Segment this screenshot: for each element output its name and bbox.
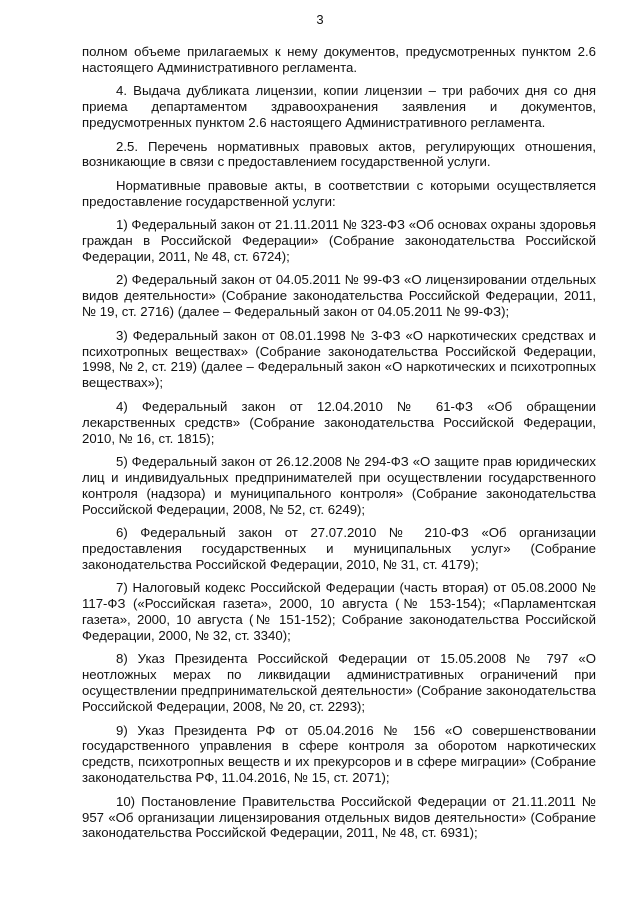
paragraph-section-2-5: 2.5. Перечень нормативных правовых актов, регулирующих отношения, возникающие в связи с предоставлением государственной услуги. [82, 138, 596, 170]
paragraph-normative-acts-intro: Нормативные правовые акты, в соответствии с которыми осуществляется предоставление государственной услуги: [82, 177, 596, 209]
list-item-act-10: 10) Постановление Правительства Российской Федерации от 21.11.2011 № 957 «Об организации лицензирования отдельных видов деятельности» (Собрание законодательства Российской Федерации, 2011, № 48, ст. 6931); [82, 793, 596, 841]
list-item-act-2: 2) Федеральный закон от 04.05.2011 № 99-ФЗ «О лицензировании отдельных видов деятельности» (Собрание законодательства Российской Федерации, 2011, № 19, ст. 2716) (далее – Федеральный закон от 04.05.2011 № 99-ФЗ); [82, 272, 596, 320]
list-item-act-3: 3) Федеральный закон от 08.01.1998 № 3-ФЗ «О наркотических средствах и психотропных веществах» (Собрание законодательства Российской Федерации, 1998, № 2, ст. 219) (далее – Федеральный закон «О наркотических и психотропных веществах»); [82, 327, 596, 391]
list-item-act-6: 6) Федеральный закон от 27.07.2010 № 210-ФЗ «Об организации предоставления государственных и муниципальных услуг» (Собрание законодательства Российской Федерации, 2010, № 31, ст. 4179); [82, 525, 596, 572]
paragraph-continuation: полном объеме прилагаемых к нему документов, предусмотренных пунктом 2.6 настоящего Административного регламента. [82, 44, 596, 75]
list-item-act-5: 5) Федеральный закон от 26.12.2008 № 294-ФЗ «О защите прав юридических лиц и индивидуальных предпринимателей при осуществлении государственного контроля (надзора) и муниципального контроля» (Собрание законодательства Российской Федерации, 2008, № 52, ст. 6249); [82, 453, 596, 517]
list-item-act-9: 9) Указ Президента РФ от 05.04.2016 № 156 «О совершенствовании государственного управления в сфере контроля за оборотом наркотических средств, психотропных веществ и их прекурсоров и в сфере миграции» (Собрание законодательства РФ, 11.04.2016, № 15, ст. 2071); [82, 722, 596, 786]
list-item-act-7: 7) Налоговый кодекс Российской Федерации (часть вторая) от 05.08.2000 № 117-ФЗ («Российская газета», 2000, 10 августа (№ 153-154); «Парламентская газета», 2000, 10 августа (№ 151-152); Собрание законодательства Российской Федерации, 2000, № 32, ст. 3340); [82, 580, 596, 643]
page-number: 3 [316, 12, 324, 27]
list-item-act-1: 1) Федеральный закон от 21.11.2011 № 323-ФЗ «Об основах охраны здоровья граждан в Российской Федерации» (Собрание законодательства Российской Федерации, 2011, № 48, ст. 6724); [82, 217, 596, 264]
list-item-act-4: 4) Федеральный закон от 12.04.2010 № 61-ФЗ «Об обращении лекарственных средств» (Собрание законодательства Российской Федерации, 2010, № 16, ст. 1815); [82, 398, 596, 446]
list-item-act-8: 8) Указ Президента Российской Федерации от 15.05.2008 № 797 «О неотложных мерах по ликвидации административных ограничений при осуществлении предпринимательской деятельности» (Собрание законодательства Российской Федерации, 2008, № 20, ст. 2293); [82, 651, 596, 715]
paragraph-duplicate-license: 4. Выдача дубликата лицензии, копии лицензии – три рабочих дня со дня приема департаментом здравоохранения заявления и документов, предусмотренных пунктом 2.6 настоящего Административного регламента. [82, 83, 596, 131]
document-body [82, 44, 596, 849]
